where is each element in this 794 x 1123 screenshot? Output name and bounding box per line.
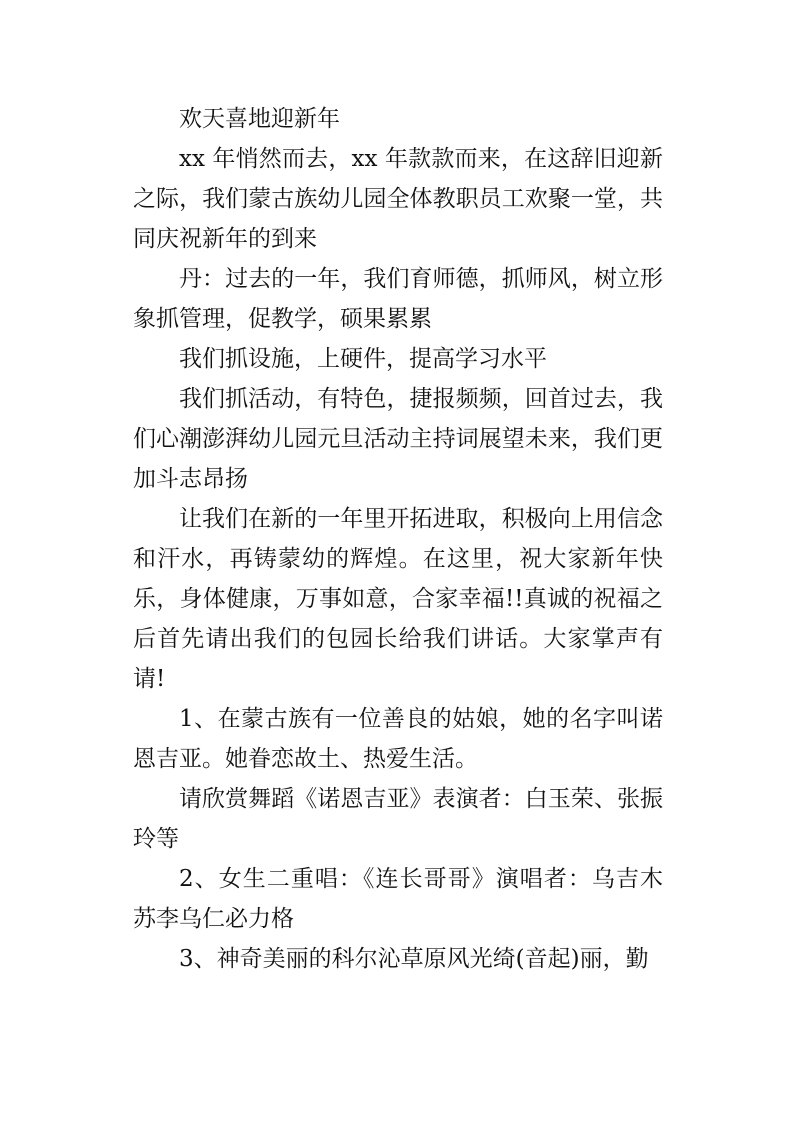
- paragraph-wishes: 让我们在新的一年里开拓进取，积极向上用信念和汗水，再铸蒙幼的辉煌。在这里，祝大家新年快乐，身体健康，万事如意，合家幸福!!真诚的祝福之后首先请出我们的包园长给我们讲话。大家掌声有请!: [133, 506, 663, 692]
- paragraph-program-3: 3、神奇美丽的科尔沁草原风光绮(音起)丽，勤: [179, 946, 649, 972]
- document-body: [133, 99, 663, 979]
- paragraph-program-1: 1、在蒙古族有一位善良的姑娘，她的名字叫诺恩吉亚。她眷恋故土、热爱生活。: [133, 706, 663, 772]
- paragraph-title: 欢天喜地迎新年: [179, 106, 340, 132]
- paragraph-activities: 我们抓活动，有特色，捷报频频，回首过去，我们心潮澎湃幼儿园元旦活动主持词展望未来，我们更加斗志昂扬: [133, 386, 663, 492]
- paragraph-facilities: 我们抓设施，上硬件，提高学习水平: [179, 346, 547, 372]
- paragraph-dance: 请欣赏舞蹈《诺恩吉亚》表演者：白玉荣、张振玲等: [133, 786, 663, 852]
- paragraph-opening: xx 年悄然而去，xx 年款款而来，在这辞旧迎新之际，我们蒙古族幼儿园全体教职员工欢聚一堂，共同庆祝新年的到来: [133, 146, 663, 252]
- paragraph-review: 丹：过去的一年，我们育师德，抓师风，树立形象抓管理，促教学，硕果累累: [133, 266, 663, 332]
- paragraph-program-2: 2、女生二重唱：《连长哥哥》演唱者：乌吉木苏李乌仁必力格: [133, 866, 663, 932]
